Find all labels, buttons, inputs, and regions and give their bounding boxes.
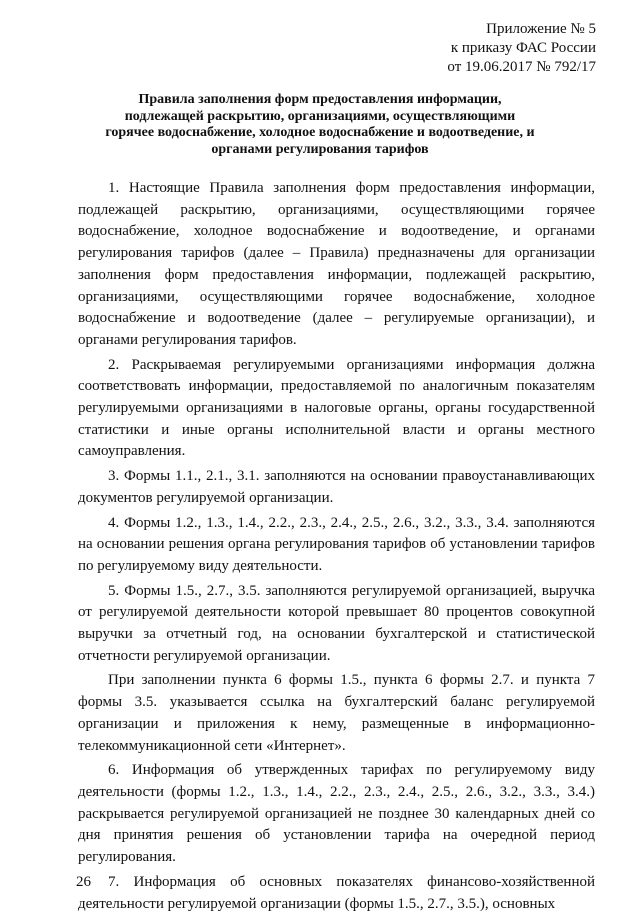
order-reference-line: к приказу ФАС России (450, 40, 596, 56)
document-body (78, 178, 595, 918)
paragraph-5: 5. Формы 1.5., 2.7., 3.5. заполняются регулируемой организацией, выручка от регулируемой деятельности которой превышает 80 процентов совокупной выручки за отчетный год, на основании бухгалтерской и статистической отчетности регулируемой организации. (78, 582, 595, 664)
paragraph-4: 4. Формы 1.2., 1.3., 1.4., 2.2., 2.3., 2.4., 2.5., 2.6., 3.2., 3.3., 3.4. заполняются на основании решения органа регулирования тарифов об установлении тарифов по регулируемому виду деятельности. (78, 514, 595, 574)
paragraph-7: 7. Информация об основных показателях финансово-хозяйственной деятельности регулируемой организации (формы 1.5., 2.7., 3.5.), основных (78, 873, 595, 912)
appendix-header (447, 20, 596, 77)
paragraph-2: 2. Раскрываемая регулируемыми организациями информация должна соответствовать информации, предоставляемой по аналогичным показателям регулируемыми организациями в налоговые органы, органы государственной статистики и иные органы исполнительной власти и органы местного самоуправления. (78, 356, 595, 460)
order-date-line: от 19.06.2017 № 792/17 (447, 59, 596, 75)
paragraph-6: 6. Информация об утвержденных тарифах по регулируемому виду деятельности (формы 1.2., 1.3., 1.4., 2.2., 2.3., 2.4., 2.5., 2.6., 3.2., 3.3., 3.4.) раскрывается регулируемой организацией не позднее 30 календарных дней со дня принятия решения об установлении тарифа на очередной период регулирования. (78, 762, 595, 866)
document-title: Правила заполнения форм предоставления информации, подлежащей раскрытию, организациями, осуществляющими горячее водоснабжение, холодное водоснабжение и водоотведение, и органами регулирования тарифов (105, 92, 535, 157)
paragraph-1: 1. Настоящие Правила заполнения форм предоставления информации, подлежащей раскрытию, организациями, осуществляющими горячее водоснабжение, холодное водоснабжение и водоотведение, и органами регулирования тарифов (далее – Правила) предназначены для организации заполнения форм предоставления информации, подлежащей раскрытию, организациями, осуществляющими горячее водоснабжение, холодное водоснабжение и водоотведение (далее – регулируемые организации), и органами регулирования тарифов. (78, 180, 595, 348)
page-number: 26 (76, 874, 91, 890)
paragraph-3: 3. Формы 1.1., 2.1., 3.1. заполняются на основании правоустанавливающих документов регулируемой организации. (78, 468, 595, 506)
paragraph-5-note: При заполнении пункта 6 формы 1.5., пункта 6 формы 2.7. и пункта 7 формы 3.5. указывается ссылка на бухгалтерский баланс регулируемой организации и приложения к нему, размещенные в информационно-телекоммуникационной сети «Интернет». (78, 672, 595, 754)
appendix-line: Приложение № 5 (486, 21, 596, 37)
